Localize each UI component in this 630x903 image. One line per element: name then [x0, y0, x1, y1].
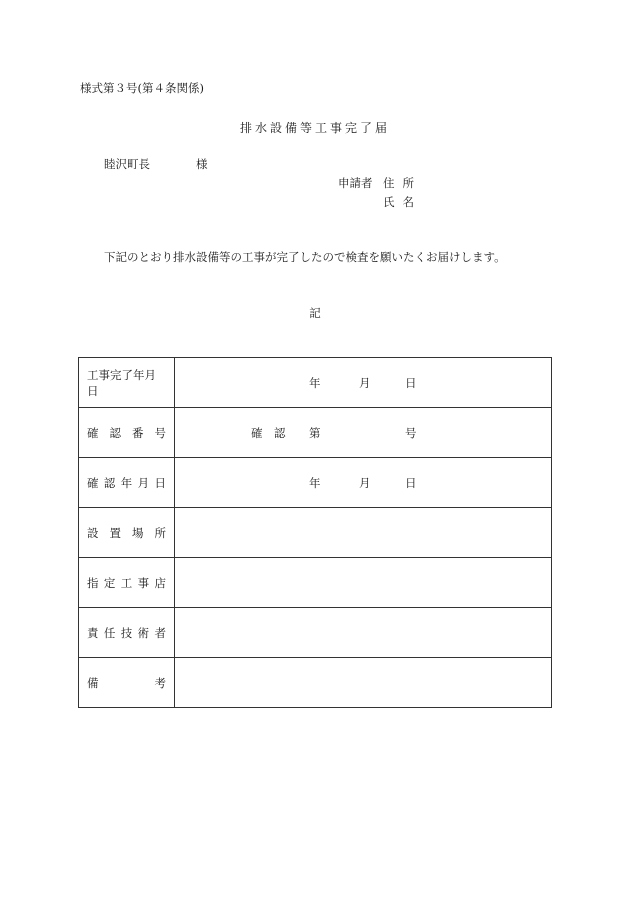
label-char: 確 — [87, 475, 99, 490]
table-row — [79, 658, 552, 708]
row-label — [79, 458, 175, 508]
form-number: 様式第３号(第４条関係) — [80, 81, 204, 95]
table-row — [79, 508, 552, 558]
label-char: 技 — [120, 625, 133, 640]
confirm-prefix: 確 認 — [251, 426, 286, 440]
label-char: 認 — [103, 475, 116, 490]
table-row — [79, 558, 552, 608]
label-char: 者 — [154, 625, 166, 640]
table-row — [79, 358, 552, 408]
row-label — [79, 408, 175, 458]
name-label: 氏名 — [383, 195, 422, 209]
label-char: 責 — [87, 625, 99, 640]
label-char: 事 — [137, 575, 150, 590]
confirmation-date-field[interactable] — [175, 458, 552, 508]
row-label-text — [87, 675, 166, 691]
label-char: 番 — [132, 425, 144, 440]
completion-date-field[interactable] — [175, 358, 552, 408]
label-char: 年 — [120, 475, 133, 490]
ki-heading: 記 — [309, 306, 321, 320]
label-char: 号 — [154, 425, 166, 440]
responsible-engineer-field[interactable] — [175, 608, 552, 658]
row-label — [79, 658, 175, 708]
label-char: 確 — [87, 425, 99, 440]
installation-location-field[interactable] — [175, 508, 552, 558]
table-row — [79, 608, 552, 658]
label-char: 工 — [120, 575, 133, 590]
row-label-text — [87, 475, 166, 491]
year-unit: 年 — [309, 376, 321, 390]
year-unit: 年 — [309, 476, 321, 490]
number-dai: 第 — [309, 426, 321, 440]
label-char: 術 — [137, 625, 150, 640]
label-char: 月 — [137, 475, 150, 490]
month-unit: 月 — [359, 376, 371, 390]
label-char: 備 — [87, 675, 99, 690]
row-label — [79, 608, 175, 658]
label-char: 店 — [154, 575, 166, 590]
row-label-text: 工事完了年月日 — [87, 367, 156, 398]
document-title: 排水設備等工事完了届 — [239, 121, 390, 135]
label-char: 認 — [109, 425, 121, 440]
label-char: 所 — [154, 525, 166, 540]
table-row — [79, 458, 552, 508]
row-label-text — [87, 525, 166, 541]
table-row — [79, 408, 552, 458]
label-char: 任 — [103, 625, 116, 640]
row-label-text — [87, 625, 166, 641]
label-char: 日 — [154, 475, 166, 490]
addressee: 睦沢町長 — [104, 157, 150, 171]
body-text: 下記のとおり排水設備等の工事が完了したので検査を願いたくお届けします。 — [104, 250, 506, 264]
row-label — [79, 508, 175, 558]
label-char: 指 — [87, 575, 99, 590]
number-go: 号 — [405, 426, 417, 440]
address-label: 住所 — [383, 176, 422, 190]
row-label — [79, 358, 175, 408]
remarks-field[interactable] — [175, 658, 552, 708]
month-unit: 月 — [359, 476, 371, 490]
applicant-label: 申請者 — [338, 176, 373, 190]
row-label — [79, 558, 175, 608]
addressee-honorific: 様 — [196, 157, 208, 171]
designated-contractor-field[interactable] — [175, 558, 552, 608]
day-unit: 日 — [405, 376, 417, 390]
label-char: 考 — [154, 675, 166, 690]
confirmation-number-field[interactable] — [175, 408, 552, 458]
day-unit: 日 — [405, 476, 417, 490]
row-label-text — [87, 425, 166, 441]
label-char: 定 — [103, 575, 116, 590]
row-label-text — [87, 575, 166, 591]
info-table — [78, 357, 552, 708]
label-char: 置 — [109, 525, 121, 540]
label-char: 設 — [87, 525, 99, 540]
label-char: 場 — [132, 525, 144, 540]
